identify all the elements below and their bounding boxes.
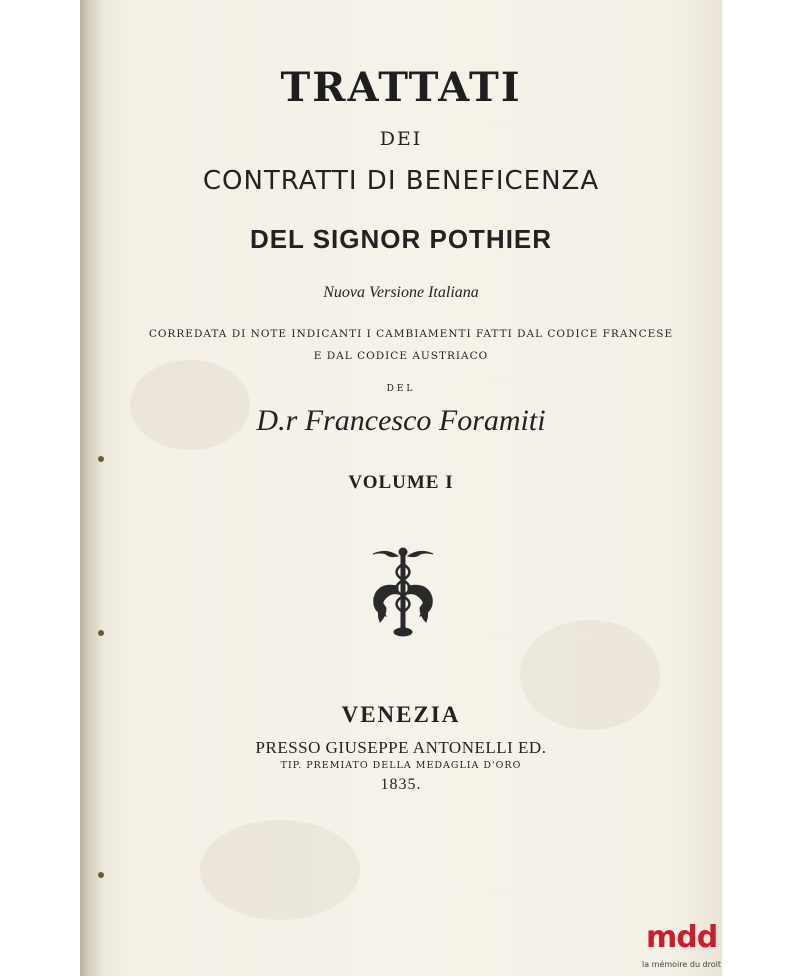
- notes-line-2: E DAL CODICE AUSTRIACO: [313, 350, 489, 362]
- editor-name: D.r Francesco Foramiti: [256, 404, 546, 437]
- logo-mark: mdd: [646, 920, 718, 955]
- volume-label: VOLUME I: [348, 472, 454, 493]
- title-connector: DEI: [379, 128, 423, 150]
- publisher-line: PRESSO GIUSEPPE ANTONELLI ED.: [255, 738, 547, 757]
- notes-line-1: CORREDATA DI NOTE INDICANTI I CAMBIAMENTI FATTI DAL CODICE FRANCESE: [148, 328, 674, 340]
- publication-city: VENEZIA: [341, 702, 461, 727]
- book-title: TRATTATI: [280, 64, 522, 111]
- binding-thread-mark: [98, 872, 104, 878]
- publication-year: 1835.: [380, 776, 422, 793]
- version-line: Nuova Versione Italiana: [323, 284, 479, 301]
- binding-thread-mark: [98, 456, 104, 462]
- mdd-logo: [642, 920, 732, 976]
- foxing-stain: [200, 820, 360, 920]
- del-line: DEL: [386, 384, 416, 394]
- binding-thread-mark: [98, 630, 104, 636]
- logo-tagline: la mémoire du droit: [642, 960, 722, 969]
- printer-line: TIP. PREMIATO DELLA MEDAGLIA D'ORO: [280, 760, 522, 771]
- book-subtitle: CONTRATTI DI BENEFICENZA: [202, 166, 600, 196]
- caduceus-wreath-icon: [368, 546, 438, 638]
- author-line: DEL SIGNOR POTHIER: [249, 224, 553, 254]
